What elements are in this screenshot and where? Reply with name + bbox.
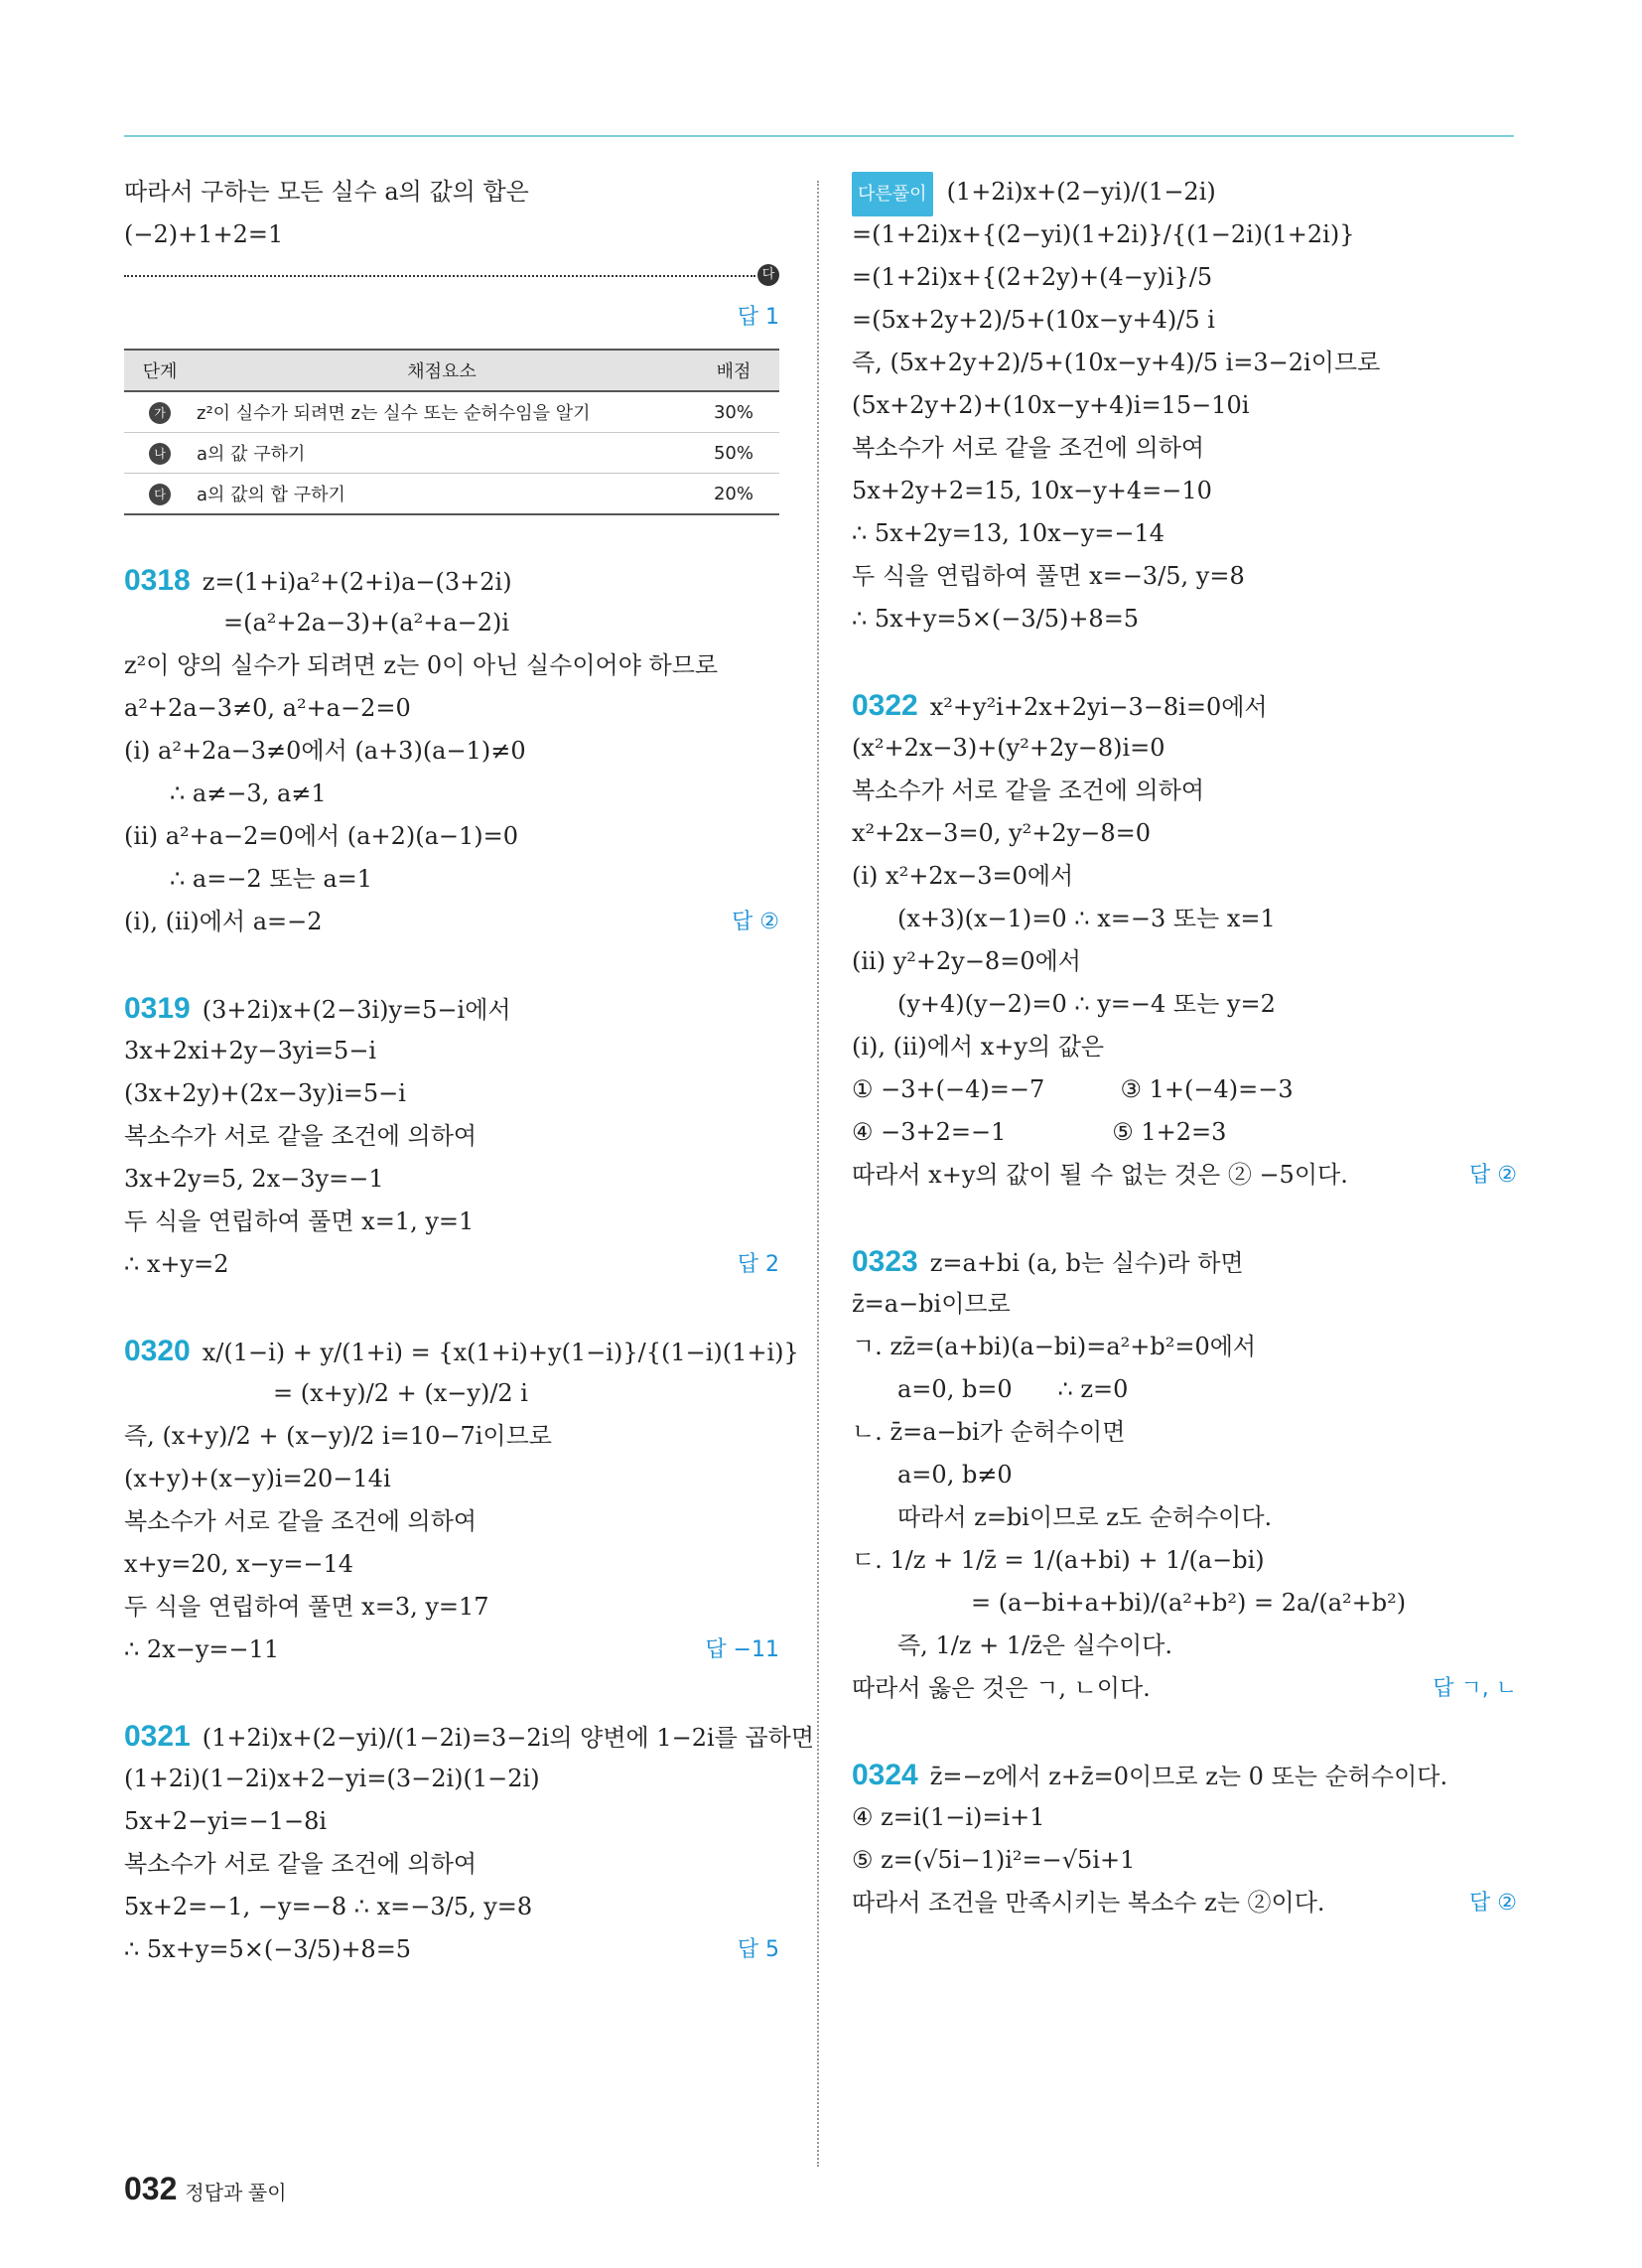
footer-title: 정답과 풀이: [185, 2183, 287, 2204]
table-row: [124, 474, 779, 515]
solution-line: 즉, (5x+2y+2)/5+(10x−y+4)/5 i=3−2i이므로: [852, 349, 1381, 376]
table-row: [124, 433, 779, 474]
answer-label: 답 −11: [705, 1637, 779, 1662]
solution-line: 5x+2=−1, −y=−8 ∴ x=−3/5, y=8: [124, 1893, 533, 1920]
solution-line: = (a−bi+a+bi)/(a²+b²) = 2a/(a²+b²): [971, 1589, 1407, 1617]
problem-number: 0322: [852, 689, 918, 722]
answer-label: 답 ㄱ, ㄴ: [1433, 1676, 1517, 1701]
solution-line: ∴ 5x+y=5×(−3/5)+8=5: [124, 1935, 412, 1963]
answer-label: 답 5: [737, 1937, 779, 1962]
table-header: 채점요소: [196, 350, 688, 391]
solution-line: (3+2i)x+(2−3i)y=5−i에서: [202, 996, 511, 1024]
solution-line: 5x+2−yi=−1−8i: [124, 1807, 328, 1835]
solution-line: a=0, b=0 ∴ z=0: [897, 1375, 1129, 1403]
column-divider: [817, 181, 819, 2167]
solution-line: ∴ a≠−3, a≠1: [170, 780, 327, 807]
solution-line: 3x+2xi+2y−3yi=5−i: [124, 1037, 377, 1064]
solution-line: (3x+2y)+(2x−3y)i=5−i: [124, 1079, 406, 1107]
problem-number: 0318: [124, 564, 191, 597]
step-circle-icon: 나: [149, 443, 171, 465]
problem-number: 0323: [852, 1245, 918, 1278]
solution-line: (1+2i)(1−2i)x+2−yi=(3−2i)(1−2i): [124, 1765, 540, 1792]
solution-line: 3x+2y=5, 2x−3y=−1: [124, 1165, 384, 1193]
solution-line: (i) x²+2x−3=0에서: [852, 862, 1074, 890]
problem-number: 0324: [852, 1759, 918, 1791]
solution-line: 두 식을 연립하여 풀면 x=3, y=17: [124, 1593, 489, 1621]
alt-solution-badge: 다른풀이: [852, 172, 933, 216]
solution-line: =(1+2i)x+{(2+2y)+(4−y)i}/5: [852, 263, 1213, 291]
solution-line: 5x+2y+2=15, 10x−y+4=−10: [852, 477, 1212, 504]
table-cell: 50%: [688, 433, 779, 474]
solution-line: 즉, (x+y)/2 + (x−y)/2 i=10−7i이므로: [124, 1422, 552, 1450]
solution-line: 따라서 z=bi이므로 z도 순허수이다.: [897, 1503, 1273, 1531]
solution-line: ∴ x+y=2: [124, 1250, 229, 1278]
page-footer: [124, 2171, 287, 2207]
answer-label: 답 ②: [732, 910, 779, 934]
solution-line: 따라서 옳은 것은 ㄱ, ㄴ이다.: [852, 1674, 1151, 1702]
problem-number: 0319: [124, 992, 191, 1025]
solution-line: 복소수가 서로 같을 조건에 의하여: [124, 1507, 478, 1535]
solution-line: z=a+bi (a, b는 실수)라 하면: [929, 1249, 1244, 1277]
table-cell: 30%: [688, 391, 779, 433]
solution-line: ㄷ. 1/z + 1/z̄ = 1/(a+bi) + 1/(a−bi): [852, 1546, 1265, 1574]
solution-line: =(5x+2y+2)/5+(10x−y+4)/5 i: [852, 306, 1215, 334]
page-number: 032: [124, 2171, 178, 2206]
solution-line: (ii) a²+a−2=0에서 (a+2)(a−1)=0: [124, 822, 519, 850]
solution-line: 복소수가 서로 같을 조건에 의하여: [124, 1122, 478, 1150]
solution-line: 따라서 조건을 만족시키는 복소수 z는 ②이다.: [852, 1889, 1325, 1916]
solution-line: (i) a²+2a−3≠0에서 (a+3)(a−1)≠0: [124, 737, 526, 765]
answer-label: 답 2: [737, 1252, 779, 1277]
solution-line: 복소수가 서로 같을 조건에 의하여: [124, 1850, 478, 1878]
answer-label: 답 ②: [1469, 1163, 1517, 1188]
solution-line: 두 식을 연립하여 풀면 x=1, y=1: [124, 1207, 475, 1235]
answer-label: 답 ②: [1469, 1891, 1517, 1915]
step-circle-icon: 가: [149, 402, 171, 424]
solution-line: x²+2x−3=0, y²+2y−8=0: [852, 819, 1151, 847]
solution-line: ⑤ z=(√5i−1)i²=−√5i+1: [852, 1846, 1136, 1874]
solution-line: z̄=a−bi이므로: [852, 1290, 1011, 1318]
solution-line: ① −3+(−4)=−7 ③ 1+(−4)=−3: [852, 1075, 1294, 1103]
solution-line: ∴ a=−2 또는 a=1: [170, 865, 373, 893]
step-circle-icon: 다: [149, 484, 171, 505]
solution-line: ∴ 5x+2y=13, 10x−y=−14: [852, 519, 1165, 547]
problem-number: 0321: [124, 1720, 191, 1753]
solution-line: (i), (ii)에서 a=−2: [124, 908, 323, 935]
step-marker-icon: 다: [757, 264, 779, 286]
solution-line: ④ −3+2=−1 ⑤ 1+2=3: [852, 1118, 1227, 1146]
step-marker-rule: [124, 256, 779, 296]
solution-line: 두 식을 연립하여 풀면 x=−3/5, y=8: [852, 562, 1245, 590]
solution-line: =(1+2i)x+{(2−yi)(1+2i)}/{(1−2i)(1+2i)}: [852, 220, 1355, 248]
table-cell: z²이 실수가 되려면 z는 실수 또는 순허수임을 알기: [196, 391, 688, 433]
solution-line: = (x+y)/2 + (x−y)/2 i: [273, 1379, 528, 1407]
header-rule: [124, 135, 1514, 137]
left-column: [124, 171, 815, 1971]
table-cell: a의 값의 합 구하기: [196, 474, 688, 515]
solution-line: (i), (ii)에서 x+y의 값은: [852, 1033, 1105, 1061]
solution-line: (x²+2x−3)+(y²+2y−8)i=0: [852, 734, 1165, 762]
solution-line: (x+3)(x−1)=0 ∴ x=−3 또는 x=1: [897, 905, 1276, 932]
solution-line: x+y=20, x−y=−14: [124, 1550, 354, 1578]
solution-line: (5x+2y+2)+(10x−y+4)i=15−10i: [852, 391, 1250, 419]
solution-line: ∴ 2x−y=−11: [124, 1635, 280, 1663]
solution-line: x²+y²i+2x+2yi−3−8i=0에서: [929, 693, 1268, 721]
solution-line: ∴ 5x+y=5×(−3/5)+8=5: [852, 605, 1140, 633]
solution-line: z̄=−z에서 z+z̄=0이므로 z는 0 또는 순허수이다.: [929, 1763, 1448, 1790]
solution-line: 복소수가 서로 같을 조건에 의하여: [852, 434, 1205, 462]
intro-line: (−2)+1+2=1: [124, 220, 284, 248]
table-row: [124, 391, 779, 433]
solution-line: (x+y)+(x−y)i=20−14i: [124, 1465, 391, 1492]
solution-line: (y+4)(y−2)=0 ∴ y=−4 또는 y=2: [897, 990, 1276, 1018]
solution-line: 따라서 x+y의 값이 될 수 없는 것은 ② −5이다.: [852, 1161, 1348, 1189]
solution-line: a=0, b≠0: [897, 1461, 1013, 1488]
right-column: [852, 171, 1517, 1924]
table-cell: 20%: [688, 474, 779, 515]
solution-line: (1+2i)x+(2−yi)/(1−2i): [946, 178, 1216, 206]
solution-line: ④ z=i(1−i)=i+1: [852, 1803, 1045, 1831]
solution-line: (ii) y²+2y−8=0에서: [852, 947, 1081, 975]
problem-number: 0320: [124, 1335, 191, 1367]
answer-label: 답 1: [737, 305, 779, 330]
table-header: 단계: [124, 350, 196, 391]
solution-line: ㄱ. zz̄=(a+bi)(a−bi)=a²+b²=0에서: [852, 1333, 1257, 1360]
solution-line: z²이 양의 실수가 되려면 z는 0이 아닌 실수이어야 하므로: [124, 651, 719, 679]
table-cell: a의 값 구하기: [196, 433, 688, 474]
solution-line: ㄴ. z̄=a−bi가 순허수이면: [852, 1418, 1126, 1446]
scoring-table: [124, 349, 779, 515]
solution-line: =(a²+2a−3)+(a²+a−2)i: [223, 609, 510, 637]
solution-line: z=(1+i)a²+(2+i)a−(3+2i): [202, 568, 512, 596]
solution-line: a²+2a−3≠0, a²+a−2=0: [124, 694, 411, 722]
intro-line: 따라서 구하는 모든 실수 a의 값의 합은: [124, 178, 529, 206]
solution-line: 복소수가 서로 같을 조건에 의하여: [852, 777, 1205, 804]
solution-line: (1+2i)x+(2−yi)/(1−2i)=3−2i의 양변에 1−2i를 곱하면: [202, 1724, 815, 1752]
solution-line: x/(1−i) + y/(1+i) = {x(1+i)+y(1−i)}/{(1−i)(1+i)}: [202, 1339, 799, 1366]
table-header: 배점: [688, 350, 779, 391]
solution-line: 즉, 1/z + 1/z̄은 실수이다.: [897, 1631, 1172, 1659]
